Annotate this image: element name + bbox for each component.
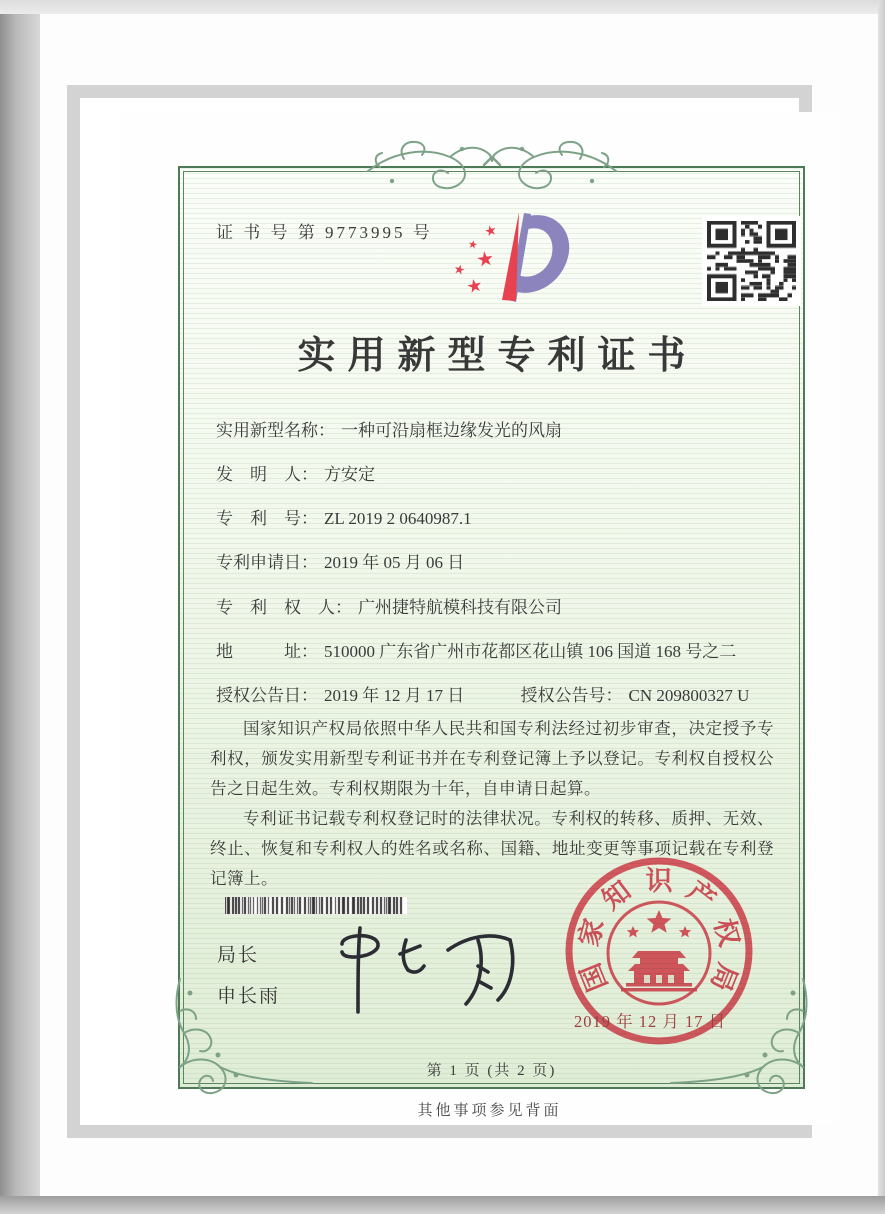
field-value: 2019 年 12 月 17 日 bbox=[324, 686, 465, 705]
field-label: 专 利 权 人： bbox=[216, 598, 352, 617]
svg-text:知: 知 bbox=[596, 875, 637, 916]
svg-text:识: 识 bbox=[645, 866, 673, 896]
field-label: 授权公告日： bbox=[216, 686, 318, 705]
cnipa-logo bbox=[440, 204, 582, 308]
svg-text:权: 权 bbox=[708, 915, 745, 950]
frame-edge-right bbox=[878, 0, 885, 1214]
signer-title: 局长 bbox=[217, 945, 260, 966]
signer-block bbox=[217, 940, 280, 1022]
field-label: 实用新型名称： bbox=[216, 421, 335, 440]
svg-text:★: ★ bbox=[464, 274, 485, 299]
field-value: CN 209800327 U bbox=[628, 686, 750, 705]
legal-paragraph-2: 专利证书记载专利权登记时的法律状况。专利权的转移、质押、无效、终止、恢复和专利权人的姓名或名称、国籍、地址变更等事项记载在专利登记簿上。 bbox=[210, 809, 774, 888]
svg-text:国: 国 bbox=[575, 959, 614, 996]
field-value: 一种可沿扇框边缘发光的风扇 bbox=[341, 421, 562, 440]
svg-text:产: 产 bbox=[681, 875, 722, 916]
field-value: ZL 2019 2 0640987.1 bbox=[324, 509, 472, 528]
field-label: 专 利 号： bbox=[216, 509, 318, 528]
certificate-body bbox=[178, 166, 805, 1089]
svg-text:★: ★ bbox=[451, 261, 467, 280]
legal-paragraph-1: 国家知识产权局依照中华人民共和国专利法经过初步审查，决定授予专利权，颁发实用新型专利证书并在专利登记簿上予以登记。专利权自授权公告之日起生效。专利权期限为十年，自申请日起算。 bbox=[210, 719, 774, 798]
qr-code bbox=[702, 216, 801, 306]
signer-name: 申长雨 bbox=[217, 986, 281, 1007]
field-row-name bbox=[216, 416, 562, 441]
field-value: 2019 年 05 月 06 日 bbox=[324, 553, 465, 572]
field-label: 授权公告号： bbox=[520, 686, 623, 705]
certificate-title: 实用新型专利证书 bbox=[297, 335, 698, 377]
page-info: 第 1 页 (共 2 页) bbox=[426, 1063, 557, 1079]
field-row-inventor bbox=[216, 460, 375, 485]
handwritten-signature bbox=[328, 910, 528, 1025]
field-value: 方安定 bbox=[324, 465, 375, 484]
field-row-patentee bbox=[216, 593, 562, 618]
svg-text:★: ★ bbox=[482, 221, 499, 241]
frame-mat bbox=[40, 14, 878, 1196]
field-row-grant bbox=[216, 681, 749, 706]
field-row-patent-number bbox=[216, 504, 472, 529]
svg-text:局: 局 bbox=[704, 959, 743, 996]
frame-edge-top bbox=[0, 0, 885, 14]
qr-code-canvas bbox=[707, 221, 796, 301]
top-flourish-ornament bbox=[364, 137, 620, 201]
field-label: 专利申请日： bbox=[216, 553, 318, 572]
certificate-number: 证 书 号 第 9773995 号 bbox=[216, 223, 433, 242]
certificate-paper bbox=[120, 112, 839, 1125]
frame-edge-bottom bbox=[0, 1196, 885, 1214]
field-label: 地 址： bbox=[216, 642, 318, 661]
svg-text:家: 家 bbox=[573, 915, 610, 950]
field-label: 发 明 人： bbox=[216, 465, 318, 484]
svg-text:★: ★ bbox=[466, 237, 479, 252]
field-value: 510000 广东省广州市花都区花山镇 106 国道 168 号之二 bbox=[324, 642, 737, 661]
field-row-filing-date bbox=[216, 548, 464, 573]
field-row-address bbox=[216, 637, 736, 662]
field-value: 广州捷特航模科技有限公司 bbox=[358, 598, 562, 617]
svg-text:★: ★ bbox=[474, 245, 496, 272]
seal-date: 2019 年 12 月 17 日 bbox=[574, 1012, 727, 1031]
back-note: 其他事项参见背面 bbox=[417, 1103, 562, 1119]
frame-edge-left bbox=[0, 0, 40, 1214]
